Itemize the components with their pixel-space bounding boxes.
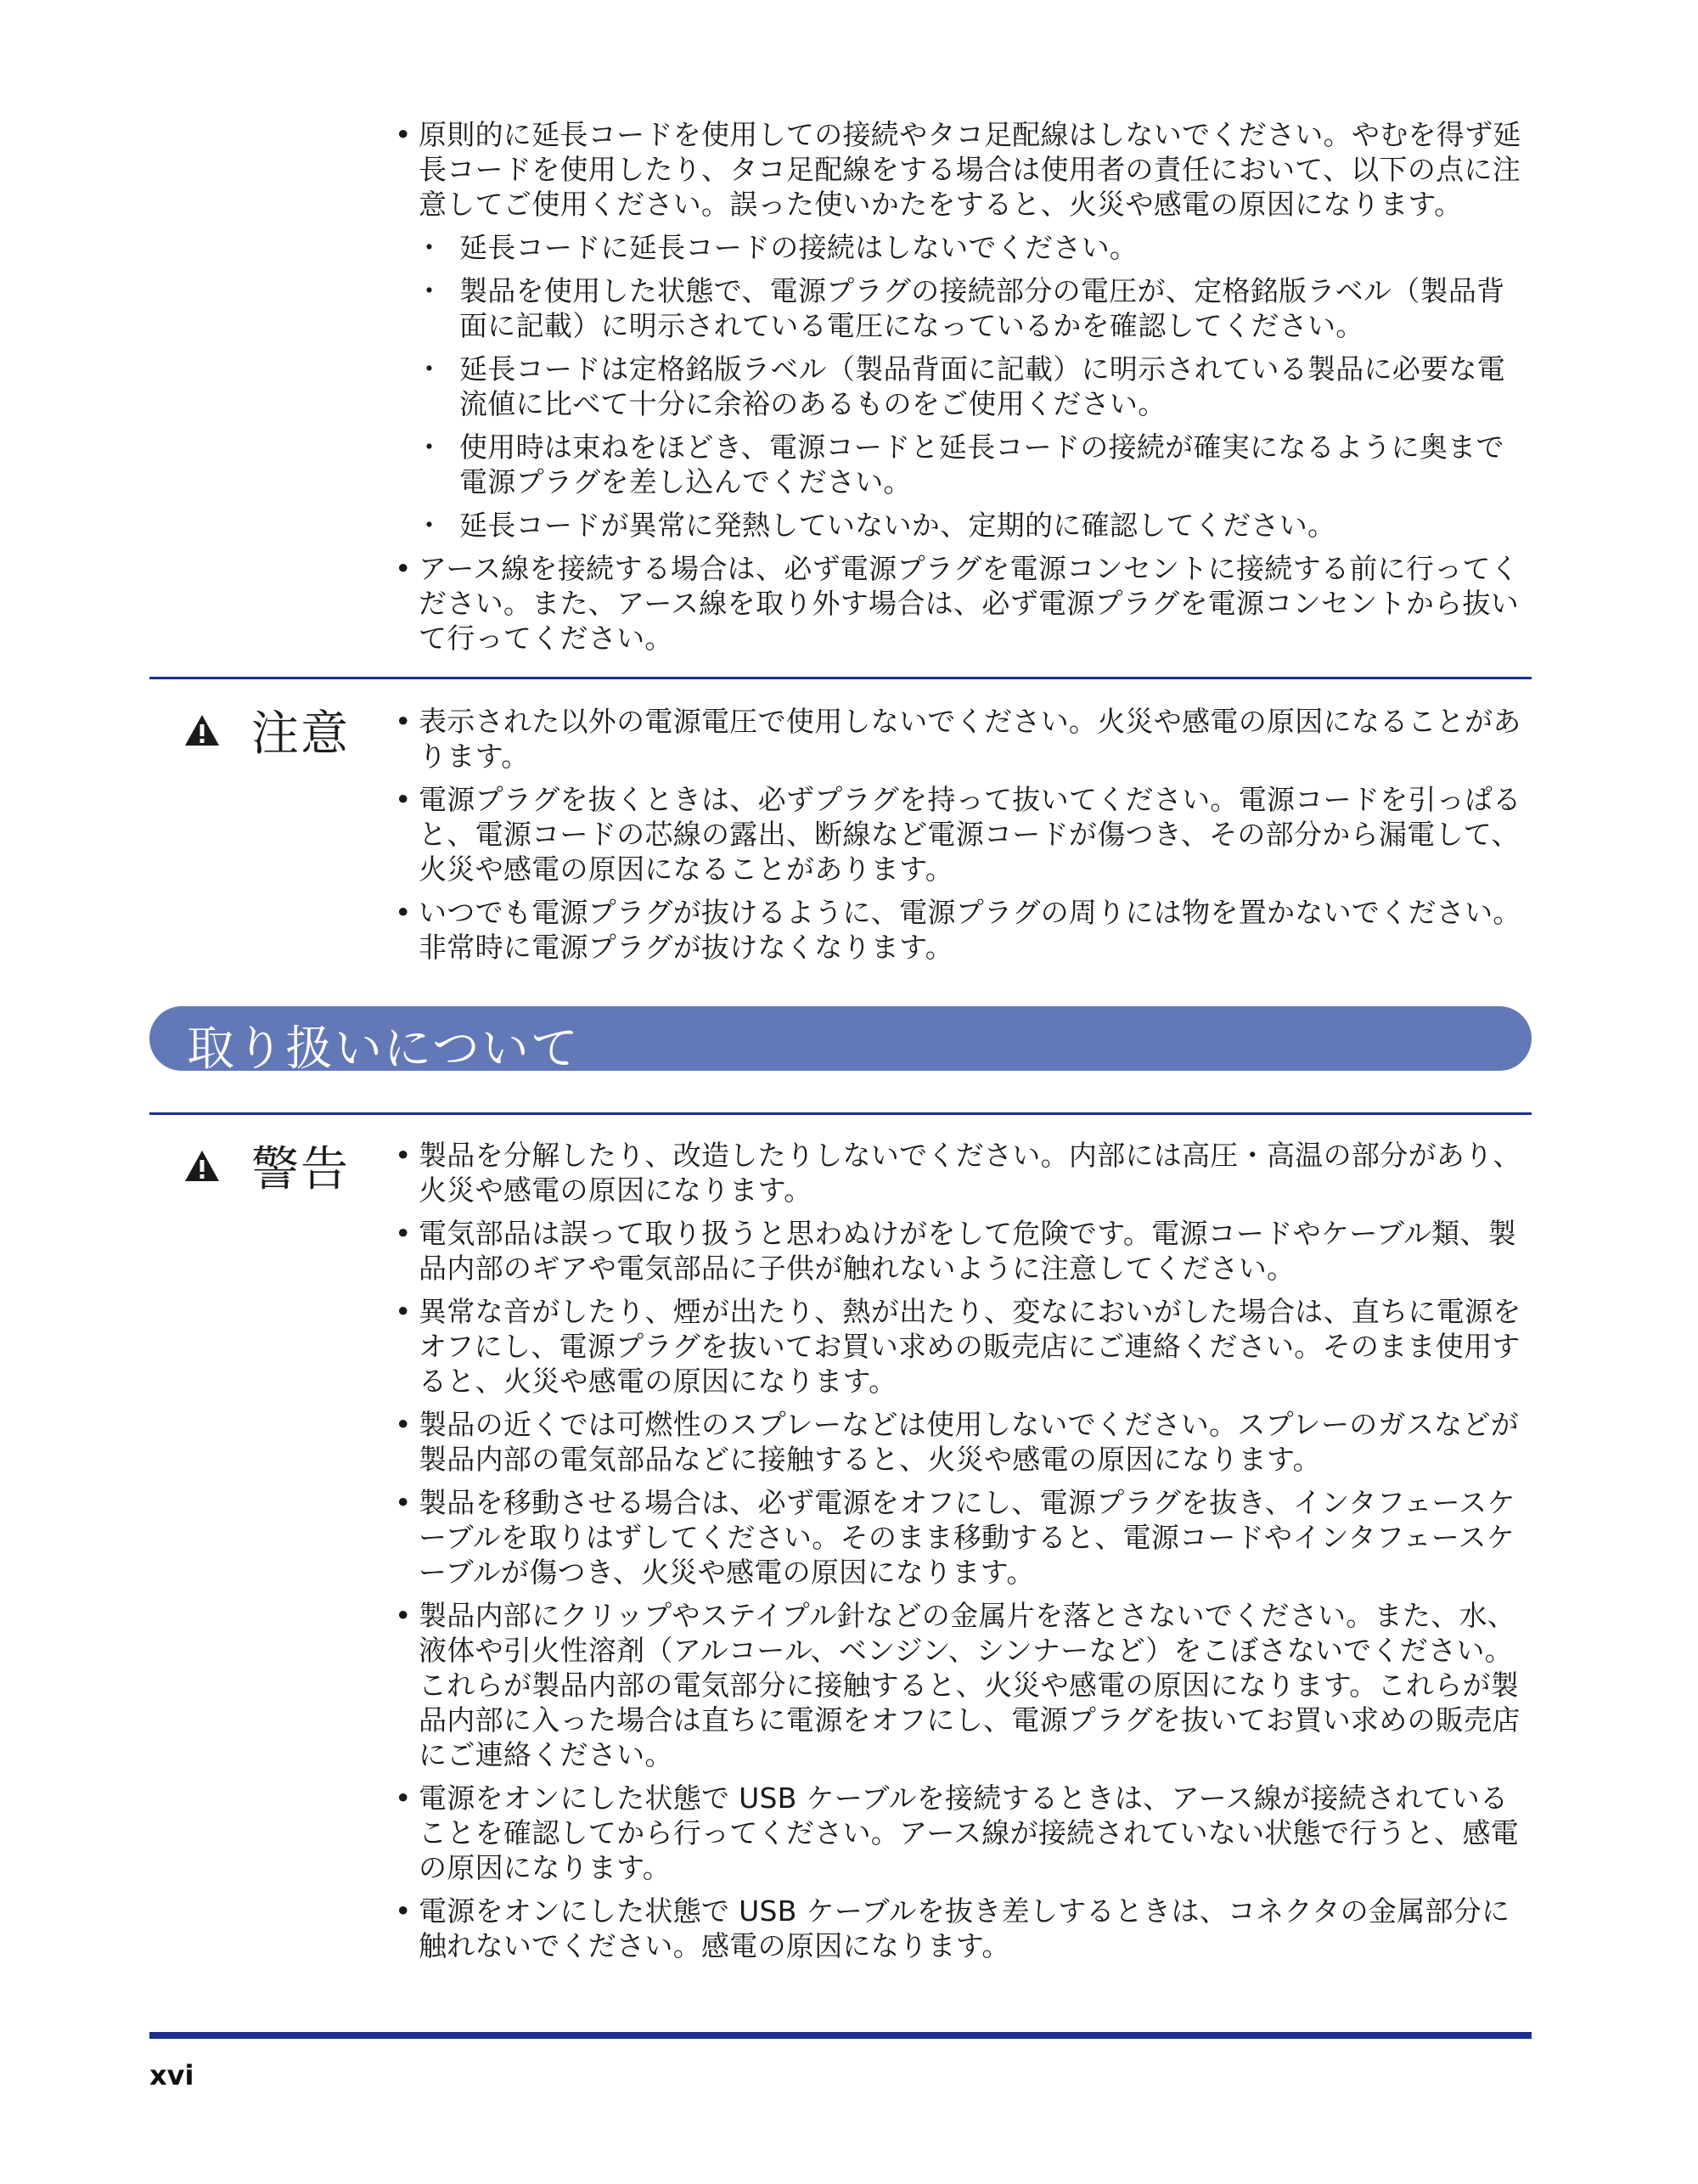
page-number: xvi bbox=[149, 2059, 194, 2091]
list-item: • 製品の近くでは可燃性のスプレーなどは使用しないでください。スプレーのガスなどが製品内部の電気部品などに接触すると、火災や感電の原因になります。 bbox=[395, 1407, 1532, 1477]
list-item: • 製品を移動させる場合は、必ず電源をオフにし、電源プラグを抜き、インタフェースケーブルを取りはずしてください。そのまま移動すると、電源コードやインタフェースケーブルが傷つき、火災や感電の原因になります。 bbox=[395, 1485, 1532, 1590]
list-item: • 電源をオンにした状態で USB ケーブルを接続するときは、アース線が接続されていることを確認してから行ってください。アース線が接続されていない状態で行うと、感電の原因になります。 bbox=[395, 1781, 1532, 1885]
top-notice-list bbox=[395, 117, 1532, 656]
list-item: • 異常な音がしたり、煙が出たり、熱が出たり、変なにおいがした場合は、直ちに電源をオフにし、電源プラグを抜いてお買い求めの販売店にご連絡ください。そのまま使用すると、火災や感電の原因になります。 bbox=[395, 1294, 1532, 1399]
list-item: • 電源プラグを抜くときは、必ずプラグを持って抜いてください。電源コードを引っぱると、電源コードの芯線の露出、断線など電源コードが傷つき、その部分から漏電して、火災や感電の原因になることがあります。 bbox=[395, 782, 1532, 887]
footer-divider bbox=[149, 2032, 1532, 2039]
list-item: • アース線を接続する場合は、必ず電源プラグを電源コンセントに接続する前に行ってください。また、アース線を取り外す場合は、必ず電源プラグを電源コンセントから抜いて行ってください。 bbox=[395, 551, 1532, 656]
caution-title: 注意 bbox=[251, 706, 350, 762]
list-item: • 製品内部にクリップやステイプル針などの金属片を落とさないでください。また、水、液体や引火性溶剤（アルコール、ベンジン、シンナーなど）をこぼさないでください。これらが製品内部の電気部分に接触すると、火災や感電の原因になります。これらが製品内部に入った場合は直ちに電源をオフにし、電源プラグを抜いてお買い求めの販売店にご連絡ください。 bbox=[395, 1598, 1532, 1772]
list-item: • 電気部品は誤って取り扱うと思わぬけがをして危険です。電源コードやケーブル類、製品内部のギアや電気部品に子供が触れないように注意してください。 bbox=[395, 1216, 1532, 1286]
list-item: • 電源をオンにした状態で USB ケーブルを抜き差しするときは、コネクタの金属部分に触れないでください。感電の原因になります。 bbox=[395, 1894, 1532, 1963]
section-title: 取り扱いについて bbox=[187, 1022, 580, 1077]
caution-divider bbox=[149, 677, 1532, 679]
list-item: • いつでも電源プラグが抜けるように、電源プラグの周りには物を置かないでください。非常時に電源プラグが抜けなくなります。 bbox=[395, 895, 1532, 965]
list-item: • 表示された以外の電源電圧で使用しないでください。火災や感電の原因になることがあります。 bbox=[395, 704, 1532, 774]
section-title-bar bbox=[149, 1006, 1532, 1077]
warning-heading bbox=[183, 1132, 350, 1200]
warning-title: 警告 bbox=[251, 1142, 350, 1197]
list-item: ・ 製品を使用した状態で、電源プラグの接続部分の電圧が、定格銘版ラベル（製品背面に記載）に明示されている電圧になっているかを確認してください。 bbox=[415, 273, 1532, 343]
caution-heading bbox=[183, 696, 350, 764]
list-item: ・ 延長コードは定格銘版ラベル（製品背面に記載）に明示されている製品に必要な電流値に比べて十分に余裕のあるものをご使用ください。 bbox=[415, 352, 1532, 421]
caution-list bbox=[395, 704, 1532, 965]
warning-list bbox=[395, 1138, 1532, 1963]
warning-divider bbox=[149, 1112, 1532, 1115]
list-item: • 原則的に延長コードを使用しての接続やタコ足配線はしないでください。やむを得ず延長コードを使用したり、タコ足配線をする場合は使用者の責任において、以下の点に注意してご使用ください。誤った使いかたをすると、火災や感電の原因になります。 bbox=[395, 117, 1532, 222]
list-item: ・ 延長コードが異常に発熱していないか、定期的に確認してください。 bbox=[415, 508, 1532, 543]
list-item: ・ 延長コードに延長コードの接続はしないでください。 bbox=[415, 230, 1532, 265]
list-item: ・ 使用時は束ねをほどき、電源コードと延長コードの接続が確実になるように奥まで電源プラグを差し込んでください。 bbox=[415, 430, 1532, 499]
list-item: • 製品を分解したり、改造したりしないでください。内部には高圧・高温の部分があり、火災や感電の原因になります。 bbox=[395, 1138, 1532, 1207]
warning-triangle-icon bbox=[183, 1149, 221, 1183]
warning-triangle-icon bbox=[183, 713, 221, 747]
